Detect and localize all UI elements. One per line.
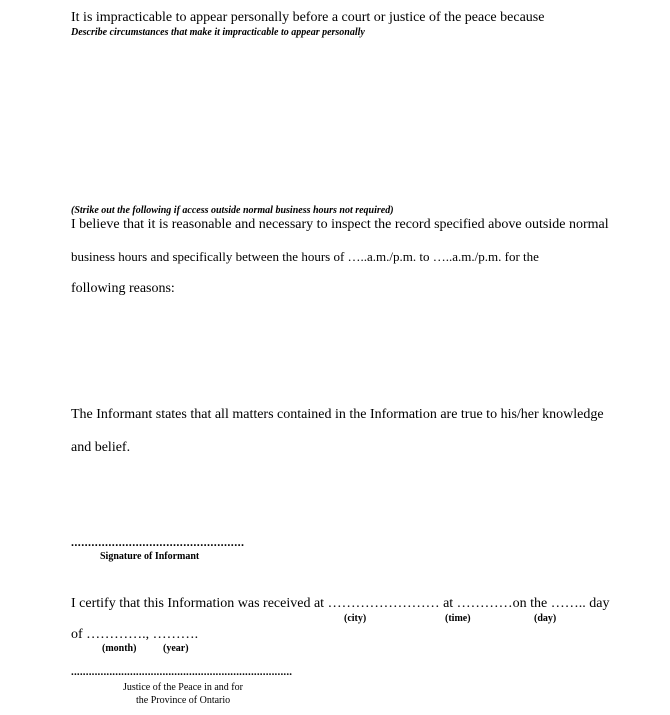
justice-label-line-2: the Province of Ontario	[136, 695, 231, 706]
certify-line-2: of …………., ……….	[71, 627, 199, 642]
impracticable-instruction: Describe circumstances that make it impracticable to appear personally	[71, 27, 365, 38]
business-hours-line-2: business hours and specifically between the hours of …..a.m./p.m. to …..a.m./p.m. for the	[71, 249, 539, 264]
month-label: (month)	[102, 643, 137, 654]
year-label: (year)	[163, 643, 189, 654]
signature-label: Signature of Informant	[100, 551, 200, 562]
statement-line-1: The Informant states that all matters contained in the Information are true to his/her knowledge	[71, 407, 604, 422]
day-label: (day)	[534, 613, 557, 624]
strike-out-note: (Strike out the following if access outside normal business hours not required)	[71, 205, 394, 216]
signature-line: ...................................................	[71, 535, 245, 549]
certify-line-1: I certify that this Information was received at …………………… at …………on the …….. day	[71, 596, 610, 611]
time-label: (time)	[445, 613, 471, 624]
city-label: (city)	[344, 613, 367, 624]
justice-label-line-1: Justice of the Peace in and for	[123, 682, 243, 693]
impracticable-heading: It is impracticable to appear personally before a court or justice of the peace because	[71, 10, 545, 25]
business-hours-line-1: I believe that it is reasonable and necessary to inspect the record specified above outside normal	[71, 217, 609, 232]
justice-signature-line: ...........................................................................	[71, 666, 293, 678]
business-hours-line-3: following reasons:	[71, 281, 175, 296]
statement-line-2: and belief.	[71, 440, 131, 455]
